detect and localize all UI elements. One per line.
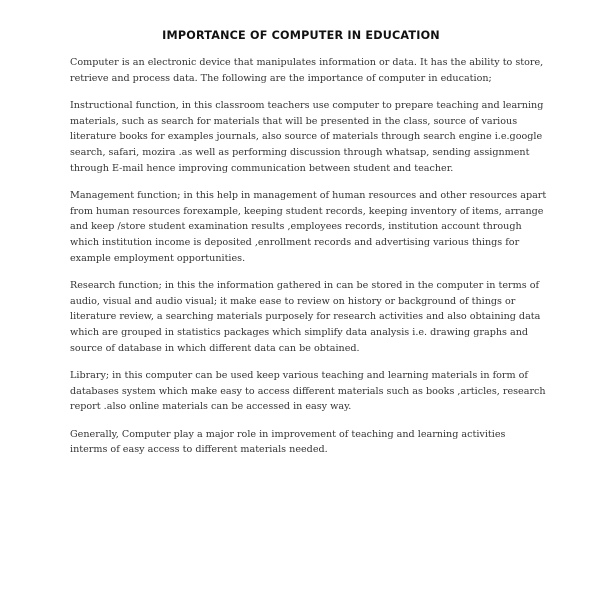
- paragraph-research-function: [70, 278, 541, 356]
- text-line: Instructional function, in this classroom teachers use computer to prepare teaching and learning: [70, 100, 544, 112]
- paragraph-instructional-function: [70, 98, 544, 176]
- paragraph-conclusion: [70, 427, 524, 458]
- text-line: Computer is an electronic device that manipulates information or data. It has the ability to store,: [70, 57, 544, 68]
- text-line: Library; in this computer can be used keep various teaching and learning materials in form of: [70, 370, 528, 382]
- text-line: databases system which make easy to access different materials such as books ,articles, research: [70, 385, 546, 397]
- paragraph-management-function: [70, 188, 547, 266]
- text-line: through E-mail hence improving communication between student and teacher.: [70, 162, 454, 174]
- text-line: literature review, a searching materials purposely for research activities and also obtaining data: [70, 311, 541, 323]
- text-line: Management function; in this help in management of human resources and other resources apart: [70, 190, 547, 202]
- text-line: example employment opportunities.: [70, 252, 246, 264]
- text-line: retrieve and process data. The following are the importance of computer in education;: [70, 72, 492, 84]
- paragraph-library: [70, 368, 546, 415]
- text-line: interms of easy access to different materials needed.: [70, 444, 328, 456]
- text-line: from human resources forexample, keeping student records, keeping inventory of items, arrange: [70, 205, 544, 217]
- text-line: Generally, Computer play a major role in improvement of teaching and learning activities: [70, 428, 506, 440]
- document-title: IMPORTANCE OF COMPUTER IN EDUCATION: [162, 29, 440, 42]
- text-line: search, safari, mozira .as well as performing discussion through whatsap, sending assignment: [70, 146, 530, 158]
- text-line: report .also online materials can be accessed in easy way.: [70, 401, 352, 413]
- text-line: materials, such as search for materials that will be presented in the class, source of various: [70, 115, 518, 127]
- text-line: source of database in which different data can be obtained.: [70, 342, 360, 354]
- paragraph-intro: [70, 55, 544, 86]
- text-line: which are grouped in statistics packages which simplify data analysis i.e. drawing graphs and: [70, 326, 529, 338]
- text-line: and keep /store student examination results ,employees records, institution account through: [70, 221, 522, 233]
- text-line: Research function; in this the information gathered in can be stored in the computer in terms of: [70, 280, 540, 292]
- text-line: audio, visual and audio visual; it make ease to review on history or background of things or: [70, 295, 516, 307]
- text-line: which institution income is deposited ,enrollment records and advertising various things for: [70, 236, 520, 248]
- text-line: literature books for examples journals, also source of materials through search engine i.e.google: [70, 131, 543, 143]
